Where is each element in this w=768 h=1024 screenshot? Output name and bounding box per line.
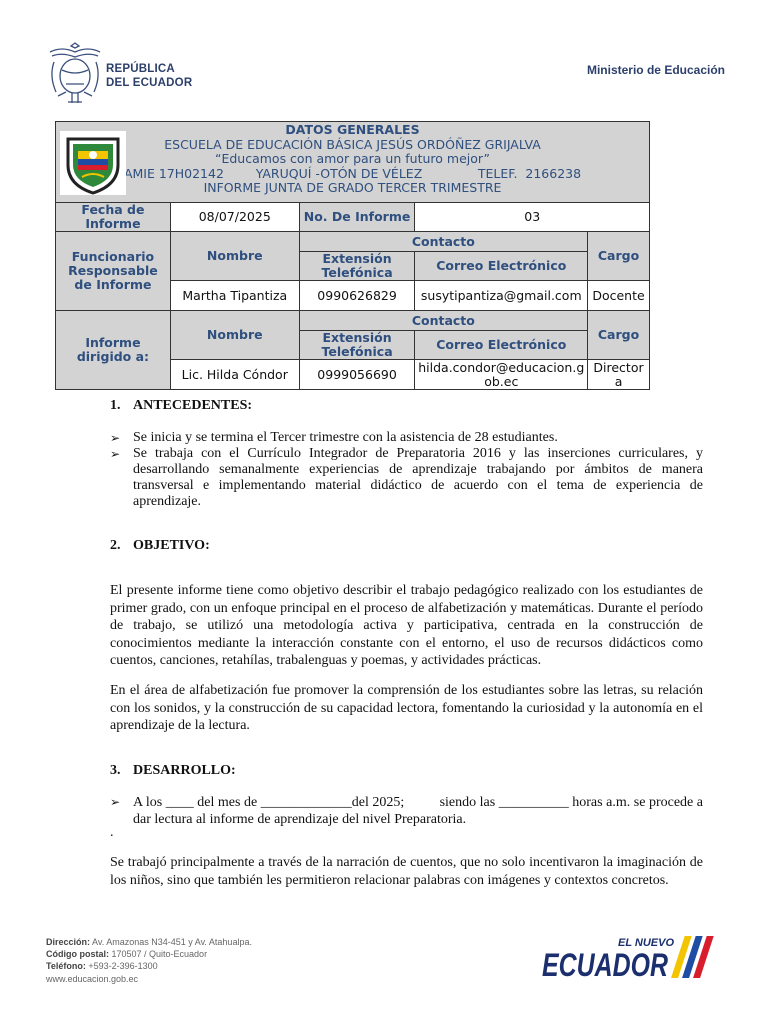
section-2-number: 2. [110,538,121,553]
section-1-number: 1. [110,398,121,413]
funcionario-label: Funcionario Responsable de Informe [56,232,171,311]
section-2-heading [110,538,210,554]
postal-value: 170507 / Quito-Ecuador [109,949,208,960]
dirigido-label: Informe dirigido a: [56,311,171,390]
el-nuevo-ecuador-logo [540,932,730,982]
republic-line-2: DEL ECUADOR [106,77,193,89]
bullet-text: Se trabaja con el Currículo Integrador de Preparatoria 2016 y las inserciones curriculares, y desarrollando semanalmente experiencias de aprendizaje trabajando por ámbitos de manera transversal e implementando material didáctico de acuerdo con el tema de experiencia de aprendizaje. [133,446,703,509]
footer-postal [46,948,252,960]
postal-label: Código postal: [46,949,109,960]
arrow-bullet-icon: ➢ [110,795,121,809]
footer-contact-info [46,936,252,985]
phone-label: Teléfono: [46,961,86,972]
responsable-correo: susytipantiza@gmail.com [415,281,588,311]
republic-wordmark [106,62,192,90]
section-3-title: DESARROLLO: [133,763,236,778]
brand-small-text: EL NUEVO [618,937,675,949]
section-3-heading [110,763,236,779]
footer-address [46,936,252,948]
fecha-label: Fecha de Informe [56,203,171,232]
report-title: INFORME JUNTA DE GRADO TERCER TRIMESTRE [203,180,502,195]
phone-value: +593-2-396-1300 [85,961,158,972]
nombre-header: Nombre [170,232,299,281]
contacto-header: Contacto [299,232,587,252]
section-2-title: OBJETIVO: [133,538,210,553]
ecuador-coat-of-arms-icon [44,40,106,106]
cargo-header: Cargo [588,232,650,281]
nombre-header-2: Nombre [170,311,299,360]
destinatario-cargo: Directora [588,360,650,390]
stray-dot: . [110,825,114,840]
extension-header-2: Extensión Telefónica [299,331,415,360]
section-3-number: 3. [110,763,121,778]
destinatario-nombre: Lic. Hilda Cóndor [170,360,299,390]
correo-header: Correo Electrónico [415,252,588,281]
ministry-name: Ministerio de Educación [586,63,725,77]
arrow-bullet-icon: ➢ [110,447,121,461]
objective-paragraph-2: En el área de alfabetización fue promover la comprensión de los estudiantes sobre las letras, su relación con los sonidos, y la construcción de su capacidad lectora, fomentando la curiosidad y la autonomía en el aprendizaje de la lectura. [110,683,703,733]
arrow-bullet-icon: ➢ [110,431,121,445]
school-name: ESCUELA DE EDUCACIÓN BÁSICA JESÚS ORDÓÑEZ GRIJALVA [164,136,541,152]
fecha-value: 08/07/2025 [170,203,299,232]
section-1-bullet-1 [110,430,703,446]
destinatario-correo: hilda.condor@educacion.gob.ec [415,360,588,390]
school-banner [56,122,650,203]
correo-header-2: Correo Electrónico [415,331,588,360]
address-label: Dirección: [46,937,91,947]
no-informe-label: No. De Informe [299,203,415,232]
school-shield-icon [60,131,126,195]
republic-line-1: REPÚBLICA [106,63,175,75]
extension-header: Extensión Telefónica [299,252,415,281]
objective-paragraph-1: El presente informe tiene como objetivo describir el trabajo pedagógico realizado con los estudiantes de primer grado, con un enfoque principal en el proceso de alfabetización y matemáticas. Durante el período de trabajo, se utilizó una metodología activa y participativa, centrada en la construcción de conocimientos mediante la interacción constante con el entorno, el uso de recursos didácticos como cuentos, canciones, retahílas, trabalenguas y poemas, y actividades prácticas. [110,583,703,668]
development-paragraph-1: Se trabajó principalmente a través de la narración de cuentos, que no solo incentivaron la imaginación de los niños, sino que también les permitieron relacionar palabras con imágenes y contextos concretos. [110,855,703,888]
general-data-table [55,121,650,390]
banner-title: DATOS GENERALES [285,122,420,137]
school-motto: “Educamos con amor para un futuro mejor” [214,151,491,166]
bullet-text: A los ____ del mes de _____________del 2025; siendo las __________ horas a.m. se procede a dar lectura al informe de aprendizaje del nivel Preparatoria. [133,795,707,827]
responsable-nombre: Martha Tipantiza [170,281,299,311]
bullet-text: Se inicia y se termina el Tercer trimestre con la asistencia de 28 estudiantes. [133,430,558,445]
responsable-telefono: 0990626829 [299,281,415,311]
footer-website[interactable]: www.educacion.gob.ec [46,973,139,984]
destinatario-telefono: 0999056690 [299,360,415,390]
section-3-bullet-1 [110,794,707,828]
no-informe-value: 03 [415,203,650,232]
footer-phone [46,960,252,972]
school-amie-line: AMIE 17H02142 YARUQUÍ -OTÓN DE VÉLEZ TELEF. 2166238 [123,165,582,181]
brand-big-text: ECUADOR [542,947,668,982]
contacto-header-2: Contacto [299,311,587,331]
responsable-cargo: Docente [588,281,650,311]
section-1-heading [110,398,252,414]
cargo-header-2: Cargo [588,311,650,360]
section-1-title: ANTECEDENTES: [133,398,253,413]
address-value: Av. Amazonas N34-451 y Av. Atahualpa. [90,937,252,947]
section-1-bullet-2 [110,446,703,510]
